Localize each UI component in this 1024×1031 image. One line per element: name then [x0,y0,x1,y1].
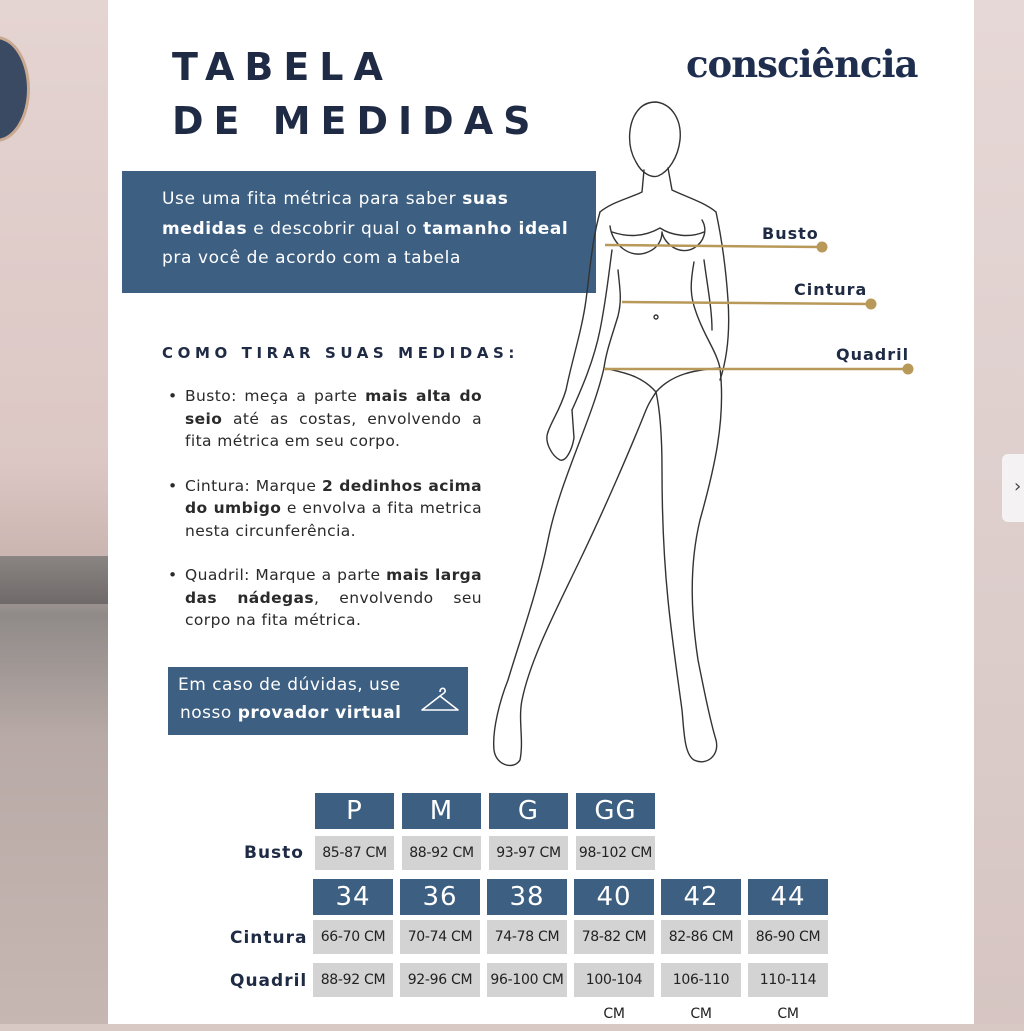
figure-torso [604,262,720,368]
brand-logo: consciência [686,42,918,86]
size-header-40: 40 [574,879,654,915]
tip-cintura: • Cintura: Marque 2 dedinhos acima do umbigo e envolva a fita metrica nesta circunferência. [168,475,482,543]
figure-right-arm-outer [716,212,729,380]
busto-cell-m: 88-92 CM [402,836,481,870]
size-header-44: 44 [748,879,828,915]
shoreline [0,556,108,604]
row-label-busto: Busto [244,843,304,863]
body-figure-illustration [480,100,920,780]
help-text-line-1: Em caso de dúvidas, use [178,675,401,695]
quadril-cell-38: 96-100 CM [487,963,567,997]
tip-quadril: • Quadril: Marque a parte mais larga das nádegas, envolvendo seu corpo na fita métrica. [168,564,482,632]
figure-left-arm-inner [572,250,612,410]
help-text-line-2[interactable]: nosso provador virtual [180,703,402,723]
size-header-p: P [315,793,394,829]
measure-tips-list [168,385,482,654]
avatar-partial [0,36,30,142]
background-photo-left [0,0,108,1024]
size-header-38: 38 [487,879,567,915]
label-cintura: Cintura [794,280,868,299]
busto-cell-g: 93-97 CM [489,836,568,870]
cintura-cell-44: 86-90 CM [748,920,828,954]
cintura-dot [866,299,877,310]
figure-navel [654,315,658,319]
figure-right-arm-inner [704,260,712,330]
size-header-34: 34 [313,879,393,915]
quadril-cell-40: 100-104 CM [574,963,654,997]
figure-left-arm-outer [548,212,600,432]
label-busto: Busto [762,224,819,243]
cintura-cell-34: 66-70 CM [313,920,393,954]
hanger-icon [418,684,462,718]
figure-left-hand [547,410,574,460]
size-header-m: M [402,793,481,829]
figure-left-leg [494,368,656,765]
quadril-dot [903,364,914,375]
size-header-gg: GG [576,793,655,829]
figure-bra-line [612,228,704,235]
cintura-cell-38: 74-78 CM [487,920,567,954]
size-header-g: G [489,793,568,829]
figure-head [630,102,681,176]
size-header-42: 42 [661,879,741,915]
chevron-right-icon: › [1014,476,1022,497]
quadril-cell-42: 106-110 CM [661,963,741,997]
row-label-cintura: Cintura [230,928,308,948]
figure-bust [610,220,705,254]
busto-cell-gg: 98-102 CM [576,836,655,870]
label-quadril: Quadril [836,345,910,364]
busto-line [605,245,822,247]
cintura-cell-40: 78-82 CM [574,920,654,954]
figure-neck [600,168,716,212]
size-header-36: 36 [400,879,480,915]
cintura-cell-36: 70-74 CM [400,920,480,954]
busto-cell-p: 85-87 CM [315,836,394,870]
next-arrow-button[interactable] [1002,454,1024,522]
how-to-measure-title: COMO TIRAR SUAS MEDIDAS: [162,344,520,362]
figure-hip-line [604,368,720,392]
row-label-quadril: Quadril [230,971,308,991]
figure-right-leg [656,368,722,762]
cintura-line [622,302,871,304]
title-line-1: TABELA [172,45,393,89]
quadril-cell-36: 92-96 CM [400,963,480,997]
busto-dot [817,242,828,253]
title-line-2: DE MEDIDAS [172,99,541,143]
quadril-cell-34: 88-92 CM [313,963,393,997]
tip-busto: • Busto: meça a parte mais alta do seio até as costas, envolvendo a fita métrica em seu corpo. [168,385,482,453]
quadril-cell-44: 110-114 CM [748,963,828,997]
intro-text: Use uma fita métrica para saber suas medidas e descobrir qual o tamanho ideal pra você de acordo com a tabela [162,189,569,268]
cintura-cell-42: 82-86 CM [661,920,741,954]
